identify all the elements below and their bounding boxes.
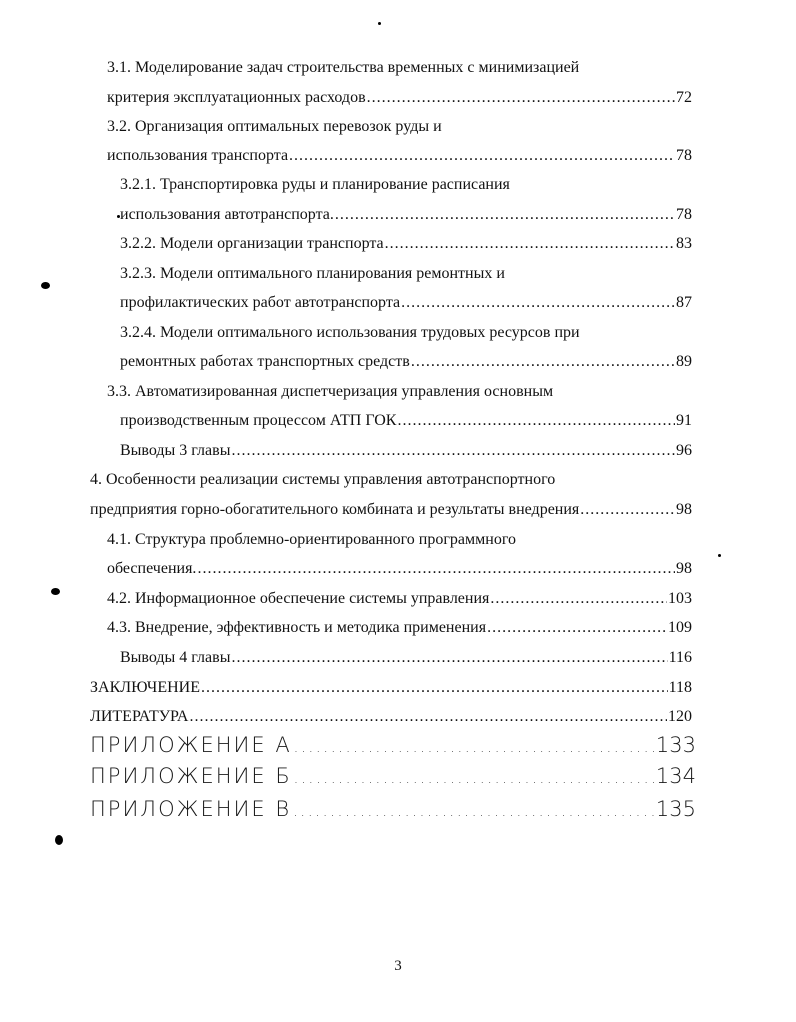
- toc-entry-conclusions-4: [120, 645, 692, 671]
- toc-entry-text: профилактических работ автотранспорта: [120, 294, 401, 311]
- toc-entry-text: ЗАКЛЮЧЕНИЕ: [90, 679, 200, 696]
- toc-page-number: 87: [676, 294, 692, 311]
- dot-leader: [231, 438, 675, 464]
- dot-leader: [293, 804, 654, 820]
- toc-page-number: 135: [655, 797, 696, 821]
- toc-entry-text: 3.2.1. Транспортировка руды и планирование расписания: [120, 176, 510, 193]
- dot-leader: [487, 615, 667, 641]
- toc-page-number: 72: [676, 89, 692, 106]
- toc-entry-3-2-2: [120, 231, 692, 257]
- page-number: 3: [394, 958, 402, 974]
- dot-leader: [294, 740, 654, 756]
- dot-leader: [385, 231, 675, 257]
- toc-entry-text: 3.3. Автоматизированная диспетчеризация управления основным: [107, 383, 554, 400]
- toc-entry-text: 4.2. Информационное обеспечение системы управления: [107, 590, 490, 607]
- dot-leader: [335, 202, 675, 228]
- toc-entry-text: Выводы 3 главы: [120, 442, 231, 459]
- dot-leader: [294, 771, 654, 787]
- toc-entry-3-2-3-cont: [120, 290, 692, 316]
- toc-page-number: 91: [676, 412, 692, 429]
- scan-speck: [718, 554, 721, 557]
- toc-entry-3-2-1-cont: [120, 202, 692, 228]
- toc-entry-text: ремонтных работах транспортных средств: [120, 353, 410, 370]
- toc-entry-text: предприятия горно-обогатительного комбината и результаты внедрения: [90, 501, 580, 518]
- dot-leader: [401, 290, 675, 316]
- toc-page-number: 120: [668, 708, 692, 725]
- toc-page-number: 133: [655, 733, 696, 757]
- dot-leader: [197, 556, 675, 582]
- toc-entry-literature: [90, 704, 692, 730]
- toc-entry-text: Выводы 4 главы: [120, 649, 231, 666]
- toc-entry-3-2-cont: [107, 143, 692, 169]
- toc-page-number: 118: [668, 679, 692, 696]
- toc-entry-3-1-cont: [107, 85, 692, 111]
- dot-leader: [231, 645, 667, 671]
- toc-entry-3-2-1: [120, 172, 510, 198]
- toc-page-number: 134: [655, 764, 696, 788]
- toc-page-number: 116: [668, 649, 692, 666]
- toc-entry-text: 4.1. Структура проблемно-ориентированного программного: [107, 531, 517, 548]
- toc-page-number: 78: [676, 147, 692, 164]
- dot-leader: [289, 143, 675, 169]
- toc-entry-text: ЛИТЕРАТУРА: [90, 708, 189, 725]
- toc-page-number: 83: [676, 235, 692, 252]
- toc-page-number: 98: [676, 560, 692, 577]
- toc-page-number: 98: [676, 501, 692, 518]
- handwritten-text: ПРИЛОЖЕНИЕ А: [90, 733, 292, 757]
- toc-page-number: 109: [668, 619, 692, 636]
- dot-leader: [397, 408, 675, 434]
- toc-entry-3-2-4: [120, 320, 580, 346]
- toc-entry-3-2-4-cont: [120, 349, 692, 375]
- toc-page-number: 103: [668, 590, 692, 607]
- toc-entry-appendix-v: [90, 797, 696, 827]
- scan-speck: [378, 22, 381, 25]
- toc-entry-text: 3.2.2. Модели организации транспорта: [120, 235, 384, 252]
- handwritten-text: ПРИЛОЖЕНИЕ В: [90, 797, 292, 821]
- toc-entry-4-cont: [90, 497, 692, 523]
- toc-entry-3-2: [107, 114, 442, 140]
- scan-speck: [55, 835, 63, 845]
- toc-entry-text: 4. Особенности реализации системы управления автотранспортного: [90, 471, 556, 488]
- toc-entry-text: обеспечения.: [107, 560, 197, 577]
- toc-entry-4-3: [107, 615, 692, 641]
- toc-entry-text: 3.2.3. Модели оптимального планирования ремонтных и: [120, 265, 505, 282]
- toc-entry-3-3-cont: [120, 408, 692, 434]
- dot-leader: [411, 349, 675, 375]
- toc-entry-text: критерия эксплуатационных расходов: [107, 89, 366, 106]
- handwritten-text: ПРИЛОЖЕНИЕ Б: [90, 764, 292, 788]
- toc-entry-3-2-3: [120, 261, 505, 287]
- dot-leader: [201, 675, 668, 701]
- toc-page-number: 89: [676, 353, 692, 370]
- dot-leader: [580, 497, 675, 523]
- scan-speck: [41, 282, 50, 289]
- toc-entry-text: 3.1. Моделирование задач строительства временных с минимизацией: [107, 59, 580, 76]
- toc-entry-text: 4.3. Внедрение, эффективность и методика применения: [107, 619, 487, 636]
- toc-entry-3-1: [107, 55, 579, 81]
- toc-entry-4-1: [107, 527, 516, 553]
- dot-leader: [189, 704, 667, 730]
- toc-entry-conclusion: [90, 675, 692, 701]
- toc-entry-appendix-b: [90, 764, 696, 794]
- toc-entry-text: производственным процессом АТП ГОК: [120, 412, 397, 429]
- toc-entry-3-3: [107, 379, 553, 405]
- dot-leader: [367, 85, 675, 111]
- toc-entry-text: 3.2. Организация оптимальных перевозок руды и: [107, 118, 442, 135]
- dot-leader: [490, 586, 667, 612]
- toc-entry-text: 3.2.4. Модели оптимального использования трудовых ресурсов при: [120, 324, 580, 341]
- toc-page-number: 78: [676, 206, 692, 223]
- toc-entry-text: использования автотранспорта.: [120, 206, 334, 223]
- toc-entry-appendix-a: [90, 733, 696, 763]
- toc-entry-text: использования транспорта: [107, 147, 289, 164]
- toc-entry-4-2: [107, 586, 692, 612]
- toc-entry-4: [90, 467, 555, 493]
- toc-page-number: 96: [676, 442, 692, 459]
- scan-speck: [51, 588, 60, 595]
- toc-entry-conclusions-3: [120, 438, 692, 464]
- toc-entry-4-1-cont: [107, 556, 692, 582]
